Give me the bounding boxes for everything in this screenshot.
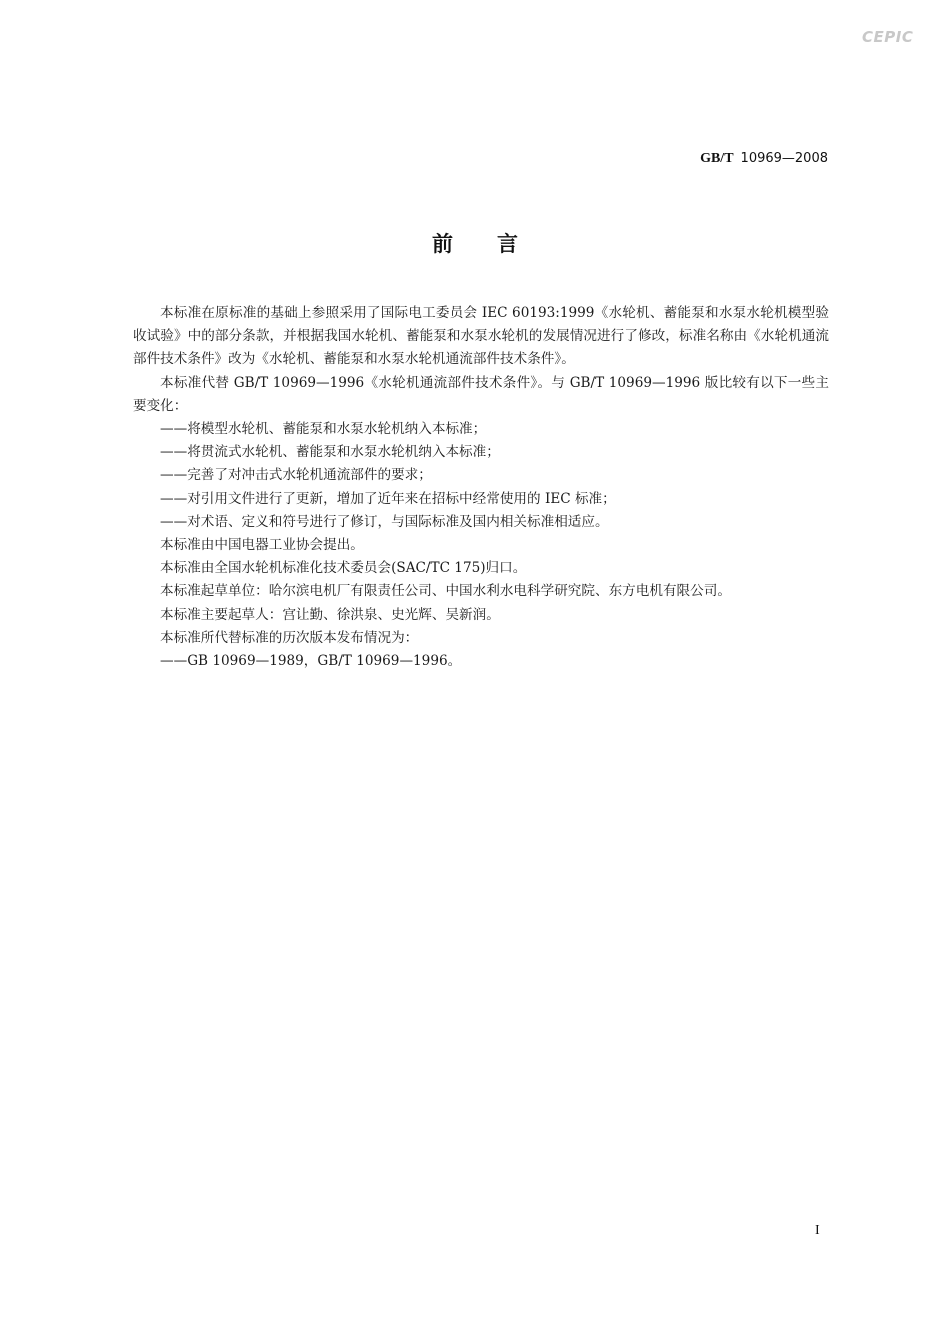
change-item: ——将贯流式水轮机、蓄能泵和水泵水轮机纳入本标准； (160, 444, 500, 461)
history-intro-line: 本标准所代替标准的历次版本发布情况为： (160, 629, 419, 646)
drafting-units-line: 本标准起草单位：哈尔滨电机厂有限责任公司、中国水利水电科学研究院、东方电机有限公司。 (160, 583, 731, 600)
proposer-line: 本标准由中国电器工业协会提出。 (160, 537, 364, 554)
standard-number (700, 151, 828, 167)
change-item: ——对术语、定义和符号进行了修订，与国际标准及国内相关标准相适应。 (160, 513, 609, 530)
foreword-body (133, 302, 829, 673)
committee-line: 本标准由全国水轮机标准化技术委员会(SAC/TC 175)归口。 (160, 560, 527, 577)
history-item: ——GB 10969—1989，GB/T 10969—1996。 (160, 653, 462, 670)
change-item: ——完善了对冲击式水轮机通流部件的要求； (160, 467, 432, 484)
change-item: ——将模型水轮机、蓄能泵和水泵水轮机纳入本标准； (160, 421, 487, 438)
change-item: ——对引用文件进行了更新，增加了近年来在招标中经常使用的 IEC 标准； (160, 490, 616, 507)
standard-num: 10969—2008 (740, 151, 828, 166)
cepic-watermark: CEPIC (862, 28, 914, 46)
page-number: I (815, 1223, 820, 1238)
standard-code: GB/T (700, 151, 734, 166)
replacement-paragraph: 本标准代替 GB/T 10969—1996《水轮机通流部件技术条件》。与 GB/T 10969—1996 版比较有以下一些主要变化： (133, 374, 829, 414)
drafters-line: 本标准主要起草人：宫让勤、徐洪泉、史光辉、吴新润。 (160, 606, 500, 623)
page-title: 前言 (432, 232, 562, 256)
intro-paragraph: 本标准在原标准的基础上参照采用了国际电工委员会 IEC 60193:1999《水轮机、蓄能泵和水泵水轮机模型验收试验》中的部分条款，并根据我国水轮机、蓄能泵和水泵水轮机的发展情况进行了修改，标准名称由《水轮机通流部件技术条件》改为《水轮机、蓄能泵和水泵水轮机通流部件技术条件》。 (133, 305, 829, 368)
